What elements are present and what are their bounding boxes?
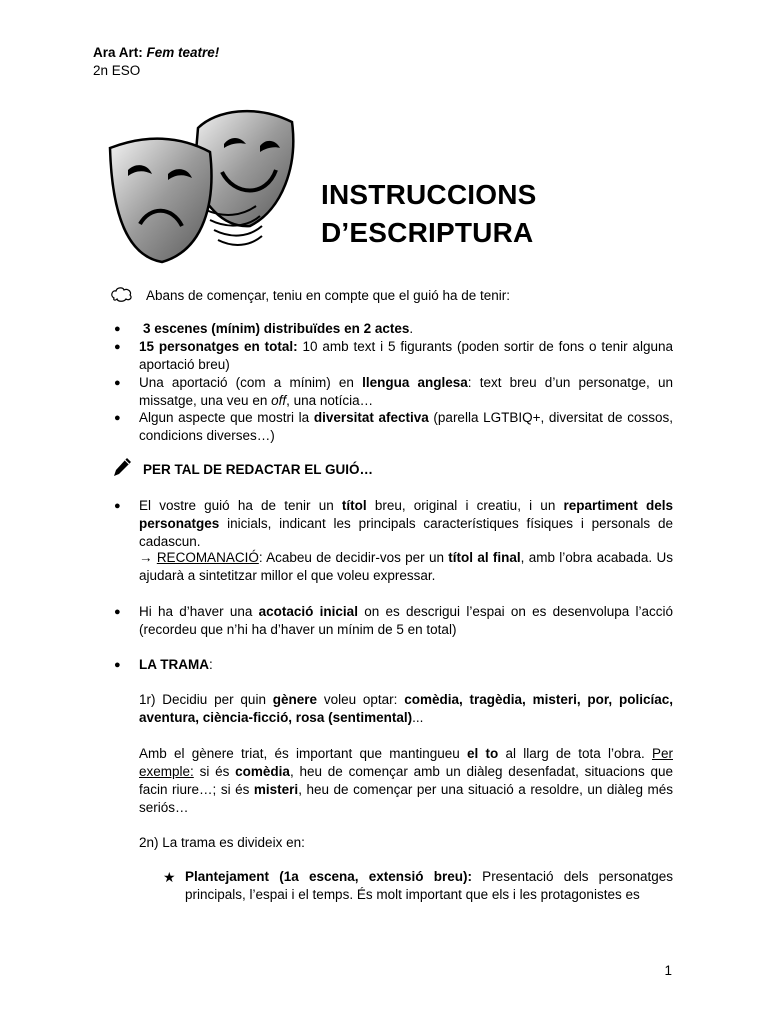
list-item: Algun aspecte que mostri la diversitat afectiva (parella LGTBIQ+, diversitat de cossos, condicions diverses…) [139, 410, 673, 443]
page-title: INSTRUCCIONS D’ESCRIPTURA [321, 179, 537, 248]
list-item: 15 personatges en total: 10 amb text i 5 figurants (poden sortir de fons o tenir alguna aportació breu) [139, 339, 673, 372]
bullet: ● [114, 412, 121, 424]
course-title: Ara Art: Fem teatre! [93, 45, 220, 60]
theatre-masks-icon [106, 106, 298, 268]
bullet: ● [114, 341, 121, 353]
bullet: ● [114, 500, 121, 512]
intro-text: Abans de començar, teniu en compte que el guió ha de tenir: [146, 288, 510, 303]
bullet: ● [114, 377, 121, 389]
paragraph-acotacio: Hi ha d’haver una acotació inicial on es descrigui l’espai on es desenvolupa l’acció (recordeu que n’hi ha d’haver un mínim de 5 en total) [139, 604, 673, 637]
pen-icon [112, 457, 132, 477]
paragraph-plantejament: Plantejament (1a escena, extensió breu): Presentació dels personatges principals, l’espai i el temps. És molt important que els i les protagonistes es [185, 869, 673, 902]
section-title: PER TAL DE REDACTAR EL GUIÓ… [143, 462, 374, 477]
recommendation: → RECOMANACIÓ: Acabeu de decidir-vos per un títol al final, amb l’obra acabada. Us ajudarà a sintetitzar millor el que voleu expressar. [139, 550, 673, 583]
bullet: ● [114, 606, 121, 618]
paragraph-title-cast: El vostre guió ha de tenir un títol breu, original i creatiu, i un repartiment dels personatges inicials, indicant les principals característiques físiques i personals de cadascun. [139, 498, 673, 549]
document-header [93, 44, 219, 80]
list-item: 3 escenes (mínim) distribuïdes en 2 actes. [143, 321, 414, 336]
course-level: 2n ESO [93, 63, 141, 78]
thought-bubble-icon [110, 286, 134, 304]
bullet: ● [114, 659, 121, 671]
star-bullet: ★ [163, 869, 176, 885]
bullet: ● [114, 323, 121, 335]
paragraph-structure: 2n) La trama es divideix en: [139, 835, 305, 850]
list-item: Una aportació (com a mínim) en llengua anglesa: text breu d’un personatge, un missatge, una veu en off, una notícia… [139, 375, 673, 408]
paragraph-tone: Amb el gènere triat, és important que mantingueu el to al llarg de tota l’obra. Per exemple: si és comèdia, heu de començar amb un diàleg desenfadat, situacions que facin riure…; si és misteri, heu de començar per una situació a resoldre, un diàleg més seriós… [139, 746, 673, 815]
paragraph-genre: 1r) Decidiu per quin gènere voleu optar: comèdia, tragèdia, misteri, por, policíac, aventura, ciència-ficció, rosa (sentimental)... [139, 692, 673, 725]
trama-heading: LA TRAMA: [139, 657, 213, 672]
page-number: 1 [664, 963, 672, 978]
